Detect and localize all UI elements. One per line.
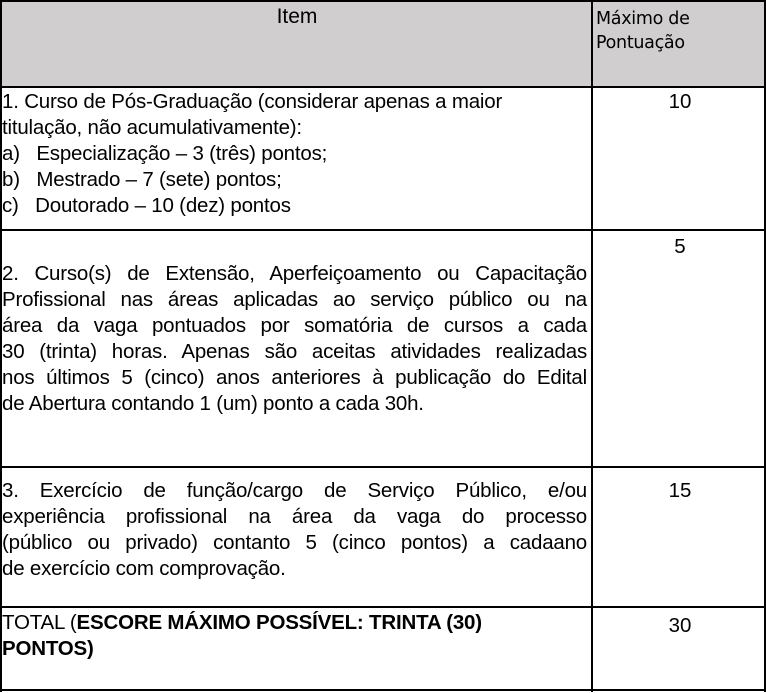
divider [0, 606, 766, 608]
divider [0, 229, 766, 231]
divider [0, 86, 766, 88]
header-max-score [596, 7, 690, 55]
divider [0, 466, 766, 468]
header-max-line2: Pontuação [596, 33, 685, 53]
total-bold-text-2: PONTOS) [2, 637, 94, 660]
row1-line: titulação, não acumulativamente): [2, 116, 302, 139]
row1-line: c) Doutorado – 10 (dez) pontos [2, 194, 291, 217]
row2-score: 5 [674, 235, 686, 258]
row3-score: 15 [668, 479, 692, 502]
row1-line: b) Mestrado – 7 (sete) pontos; [2, 168, 282, 191]
row3-line: de exercício com comprovação. [2, 557, 286, 580]
row3-line: (público ou privado) contanto 5 (cinco pontos) a cadaano [2, 531, 587, 554]
header-item: Item [276, 5, 318, 28]
row3-line: experiência profissional na área da vaga do processo [2, 505, 587, 528]
row3-line: 3. Exercício de função/cargo de Serviço Público, e/ou [2, 479, 587, 502]
row2-line: Profissional nas áreas aplicadas ao serviço público ou na [2, 288, 587, 311]
total-bold-text: ESCORE MÁXIMO POSSÍVEL: TRINTA (30) [76, 611, 482, 634]
row2-line: de Abertura contando 1 (um) ponto a cada 30h. [2, 392, 424, 415]
row1-score: 10 [668, 90, 692, 113]
total-line2 [2, 636, 587, 662]
column-divider [591, 0, 593, 692]
row2-line: 2. Curso(s) de Extensão, Aperfeiçoamento ou Capacitação [2, 262, 587, 285]
border-bottom [0, 689, 766, 691]
row2-line: 30 (trinta) horas. Apenas são aceitas atividades realizadas [2, 340, 587, 363]
total-label: TOTAL ( [2, 611, 77, 634]
row2-line: nos últimos 5 (cinco) anos anteriores à publicação do Edital [2, 366, 587, 389]
row2-line: área da vaga pontuados por somatória de cursos a cada [2, 314, 587, 337]
border-top [0, 0, 766, 2]
header-max-line1: Máximo de [596, 9, 690, 29]
row1-line: 1. Curso de Pós-Graduação (considerar apenas a maior [2, 90, 503, 113]
row1-line: a) Especialização – 3 (três) pontos; [2, 142, 328, 165]
total-score: 30 [668, 614, 692, 637]
total-line1 [2, 610, 587, 636]
